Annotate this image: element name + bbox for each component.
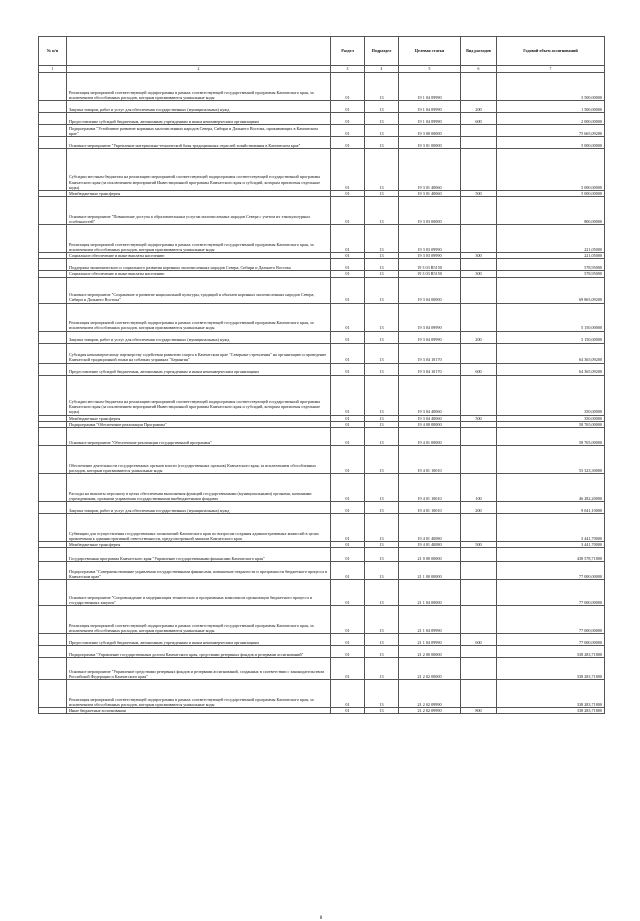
row-razdel-cell: 01: [331, 606, 365, 634]
row-number-cell: [39, 562, 67, 580]
row-amount-cell: 3 441,70000: [497, 514, 605, 542]
table-row: [39, 658, 605, 680]
row-name-cell: Межбюджетные трансферты: [67, 542, 331, 548]
row-razdel-cell: 01: [331, 428, 365, 446]
row-number-cell: [39, 658, 67, 680]
row-razdel-cell: 01: [331, 634, 365, 646]
row-razdel-cell: 01: [331, 113, 365, 125]
table-row: [39, 73, 605, 101]
row-amount-cell: 3 441,70000: [497, 542, 605, 548]
row-amount-cell: 2 000,00000: [497, 113, 605, 125]
row-name-cell: Основное мероприятие "Сохранение и развитие национальной культуры, традиций и обычаев коренных малочисленных народов Севера, Сибири и Дальнего Востока": [67, 277, 331, 303]
row-number-cell: [39, 680, 67, 708]
column-number: 6: [461, 66, 497, 73]
row-name-cell: Основное мероприятие "Повышение доступа к образовательным услугам малочисленных народов Севера с учетом их этнокультурных особенностей": [67, 197, 331, 225]
row-expense-type-cell: [461, 580, 497, 606]
row-name-cell: Социальное обеспечение и иные выплаты населению: [67, 253, 331, 259]
row-number-cell: [39, 343, 67, 363]
row-name-cell: Закупка товаров, работ и услуг для обеспечения государственных (муниципальных) нужд: [67, 101, 331, 113]
table-row: [39, 149, 605, 191]
row-razdel-cell: 01: [331, 277, 365, 303]
row-razdel-cell: 01: [331, 474, 365, 502]
table-row: [39, 113, 605, 125]
row-target-article-cell: 21 1 04 09990: [399, 634, 461, 646]
row-number-cell: [39, 197, 67, 225]
row-name-cell: Государственная программа Камчатского края "Управление государственными финансами Камчатского края": [67, 548, 331, 562]
table-row: [39, 514, 605, 542]
row-amount-cell: 1 500,00000: [497, 101, 605, 113]
row-amount-cell: 338 283,71800: [497, 680, 605, 708]
row-name-cell: Подпрограмма "Обеспечение реализации Программы": [67, 421, 331, 427]
column-number: 7: [497, 66, 605, 73]
row-expense-type-cell: [461, 562, 497, 580]
row-name-cell: Реализация мероприятий соответствующей подпрограммы в рамках соответствующей государственной программы Камчатского края, за исключением обособленных расходов, которым присваиваются уникальные коды: [67, 73, 331, 101]
row-podrazdel-cell: 13: [365, 277, 399, 303]
row-razdel-cell: 01: [331, 562, 365, 580]
row-target-article-cell: 21 2 00 00000: [399, 646, 461, 658]
row-expense-type-cell: [461, 277, 497, 303]
row-expense-type-cell: 500: [461, 542, 497, 548]
row-target-article-cell: 19 3 04 00000: [399, 277, 461, 303]
row-amount-cell: 77 000,00000: [497, 562, 605, 580]
row-target-article-cell: 19 4 01 10010: [399, 474, 461, 502]
row-podrazdel-cell: 13: [365, 259, 399, 271]
header-num: № п/п: [39, 37, 67, 66]
row-amount-cell: 578,95000: [497, 271, 605, 277]
row-razdel-cell: 01: [331, 253, 365, 259]
row-number-cell: [39, 277, 67, 303]
row-number-cell: [39, 375, 67, 415]
row-podrazdel-cell: 13: [365, 428, 399, 446]
table-row: [39, 606, 605, 634]
row-podrazdel-cell: 13: [365, 502, 399, 514]
row-target-article-cell: 21 2 02 00000: [399, 658, 461, 680]
row-name-cell: Субвенции для осуществления государственных полномочий Камчатского края по вопросам создания административных комиссий в целях привлечения к административной ответственности, предусмотренной законом Камчатского края: [67, 514, 331, 542]
row-amount-cell: 5 150,00000: [497, 303, 605, 331]
row-podrazdel-cell: 13: [365, 73, 399, 101]
row-amount-cell: 338 283,71800: [497, 708, 605, 714]
row-target-article-cell: 19 4 01 10010: [399, 446, 461, 474]
row-number-cell: [39, 113, 67, 125]
row-podrazdel-cell: 13: [365, 415, 399, 421]
row-expense-type-cell: [461, 225, 497, 253]
row-target-article-cell: 21 2 02 09990: [399, 708, 461, 714]
row-expense-type-cell: 300: [461, 253, 497, 259]
row-number-cell: [39, 708, 67, 714]
row-expense-type-cell: 500: [461, 191, 497, 197]
row-expense-type-cell: [461, 646, 497, 658]
row-expense-type-cell: [461, 259, 497, 271]
header-podrazdel: Подраздел: [365, 37, 399, 66]
row-podrazdel-cell: 13: [365, 562, 399, 580]
header-row: [39, 37, 605, 66]
table-row: [39, 303, 605, 331]
row-expense-type-cell: 200: [461, 331, 497, 343]
row-name-cell: Обеспечение деятельности государственных органов власти (государственных органов) Камчатского края, за исключением обособленных расходов, которым присваиваются уникальные коды: [67, 446, 331, 474]
row-expense-type-cell: [461, 375, 497, 415]
table-row: [39, 331, 605, 343]
row-podrazdel-cell: 13: [365, 125, 399, 137]
row-amount-cell: 77 000,00000: [497, 634, 605, 646]
column-number: 5: [399, 66, 461, 73]
table-row: [39, 708, 605, 714]
row-podrazdel-cell: 13: [365, 580, 399, 606]
row-amount-cell: 3 500,00000: [497, 73, 605, 101]
row-razdel-cell: 01: [331, 191, 365, 197]
row-name-cell: Межбюджетные трансферты: [67, 191, 331, 197]
row-name-cell: Субсидии местным бюджетам на реализацию мероприятий соответствующей подпрограммы соответствующей государственной программы Камчатского края (за исключением мероприятий Инвестиционной программы Камчатского края и субсидий, которым присвоены отдельные коды): [67, 149, 331, 191]
row-razdel-cell: 01: [331, 658, 365, 680]
row-number-cell: [39, 634, 67, 646]
row-podrazdel-cell: 13: [365, 149, 399, 191]
table-row: [39, 474, 605, 502]
table-row: [39, 548, 605, 562]
row-name-cell: Закупка товаров, работ и услуг для обеспечения государственных (муниципальных) нужд: [67, 331, 331, 343]
header-razdel: Раздел: [331, 37, 365, 66]
header-target-article: Целевая статья: [399, 37, 461, 66]
row-razdel-cell: 01: [331, 149, 365, 191]
row-amount-cell: 221,05000: [497, 253, 605, 259]
row-amount-cell: 578,95000: [497, 259, 605, 271]
row-number-cell: [39, 125, 67, 137]
row-amount-cell: 46 282,20000: [497, 474, 605, 502]
row-number-cell: [39, 225, 67, 253]
row-podrazdel-cell: 13: [365, 113, 399, 125]
row-amount-cell: 58 765,00000: [497, 421, 605, 427]
row-target-article-cell: 19 4 01 10010: [399, 502, 461, 514]
row-amount-cell: 350,00000: [497, 415, 605, 421]
row-target-article-cell: 19 4 00 00000: [399, 421, 461, 427]
row-name-cell: Реализация мероприятий соответствующей подпрограммы в рамках соответствующей государственной программы Камчатского края, за исключением обособленных расходов, которым присваиваются уникальные коды: [67, 606, 331, 634]
row-amount-cell: 5 000,00000: [497, 149, 605, 191]
table-row: [39, 502, 605, 514]
row-podrazdel-cell: 13: [365, 271, 399, 277]
row-name-cell: Подпрограмма "Совершенствование управления государственными финансами, повышение открытости и прозрачности бюджетного процесса в Камчатском крае": [67, 562, 331, 580]
row-amount-cell: 5 000,00000: [497, 191, 605, 197]
row-podrazdel-cell: 13: [365, 542, 399, 548]
row-podrazdel-cell: 13: [365, 375, 399, 415]
row-target-article-cell: 19 3 04 40060: [399, 415, 461, 421]
row-razdel-cell: 01: [331, 197, 365, 225]
row-expense-type-cell: [461, 303, 497, 331]
row-target-article-cell: 19 3 04 10170: [399, 363, 461, 375]
table-row: [39, 197, 605, 225]
row-podrazdel-cell: 13: [365, 101, 399, 113]
row-number-cell: [39, 646, 67, 658]
row-target-article-cell: 21 2 02 09990: [399, 680, 461, 708]
row-target-article-cell: 19 4 01 40080: [399, 514, 461, 542]
table-row: [39, 634, 605, 646]
row-amount-cell: 77 000,00000: [497, 606, 605, 634]
row-number-cell: [39, 514, 67, 542]
row-razdel-cell: 01: [331, 73, 365, 101]
row-podrazdel-cell: 13: [365, 343, 399, 363]
table-row: [39, 580, 605, 606]
row-name-cell: Предоставление субсидий бюджетным, автономным учреждениям и иным некоммерческим организациям: [67, 363, 331, 375]
budget-table-page: [38, 36, 604, 921]
row-name-cell: Расходы на выплаты персоналу в целях обеспечения выполнения функций государственными (муниципальными) органами, казенными учреждениями, органами управления государственными внебюджетными фондами: [67, 474, 331, 502]
row-target-article-cell: 19 1 04 09990: [399, 73, 461, 101]
row-target-article-cell: 19 3 04 09990: [399, 331, 461, 343]
row-amount-cell: 58 765,00000: [497, 428, 605, 446]
row-target-article-cell: 19 1 04 09990: [399, 101, 461, 113]
row-target-article-cell: 19 1 04 09990: [399, 113, 461, 125]
row-expense-type-cell: [461, 606, 497, 634]
row-amount-cell: 338 283,71800: [497, 646, 605, 658]
row-number-cell: [39, 259, 67, 271]
row-expense-type-cell: [461, 197, 497, 225]
table-row: [39, 277, 605, 303]
row-amount-cell: 350,00000: [497, 375, 605, 415]
row-expense-type-cell: 600: [461, 634, 497, 646]
row-razdel-cell: 01: [331, 331, 365, 343]
row-razdel-cell: 01: [331, 343, 365, 363]
row-podrazdel-cell: 13: [365, 363, 399, 375]
row-name-cell: Основное мероприятие "Управление средствами резервных фондов и резервами ассигнований, созданных в соответствии с законодательством Российской Федерации и Камчатского края": [67, 658, 331, 680]
header-annual-amount: Годовой объем ассигнований: [497, 37, 605, 66]
row-expense-type-cell: [461, 343, 497, 363]
row-amount-cell: 55 323,30000: [497, 446, 605, 474]
row-number-cell: [39, 363, 67, 375]
row-expense-type-cell: [461, 446, 497, 474]
row-name-cell: Субсидии местным бюджетам на реализацию мероприятий соответствующей подпрограммы соответствующей государственной программы Камчатского края (за исключением мероприятий Инвестиционной программы Камчатского края и субсидий, которым присвоены отдельные коды): [67, 375, 331, 415]
table-row: [39, 101, 605, 113]
row-target-article-cell: 19 3 01 00000: [399, 137, 461, 149]
row-expense-type-cell: 300: [461, 271, 497, 277]
row-amount-cell: 64 365,09200: [497, 343, 605, 363]
row-amount-cell: 77 000,00000: [497, 580, 605, 606]
row-razdel-cell: 01: [331, 548, 365, 562]
header-name: [67, 37, 331, 66]
row-target-article-cell: 19 3 01 40060: [399, 149, 461, 191]
table-row: [39, 137, 605, 149]
row-podrazdel-cell: 13: [365, 225, 399, 253]
row-target-article-cell: 19 3 03 R5150: [399, 271, 461, 277]
row-expense-type-cell: 200: [461, 101, 497, 113]
row-podrazdel-cell: 13: [365, 548, 399, 562]
table-row: [39, 446, 605, 474]
row-amount-cell: 5 000,00000: [497, 137, 605, 149]
column-number: 4: [365, 66, 399, 73]
row-amount-cell: 221,05000: [497, 225, 605, 253]
row-target-article-cell: 19 3 01 40060: [399, 191, 461, 197]
table-row: [39, 363, 605, 375]
row-amount-cell: 5 150,00000: [497, 331, 605, 343]
row-name-cell: Социальное обеспечение и иные выплаты населению: [67, 271, 331, 277]
row-podrazdel-cell: 13: [365, 708, 399, 714]
row-razdel-cell: 01: [331, 502, 365, 514]
table-row: [39, 259, 605, 271]
row-name-cell: Иные бюджетные ассигнования: [67, 708, 331, 714]
row-expense-type-cell: [461, 73, 497, 101]
row-number-cell: [39, 474, 67, 502]
row-number-cell: [39, 548, 67, 562]
row-target-article-cell: 19 3 03 09990: [399, 225, 461, 253]
row-podrazdel-cell: 13: [365, 197, 399, 225]
row-expense-type-cell: 200: [461, 502, 497, 514]
row-expense-type-cell: [461, 658, 497, 680]
row-target-article-cell: 21 1 04 00000: [399, 580, 461, 606]
row-expense-type-cell: 100: [461, 474, 497, 502]
row-expense-type-cell: [461, 428, 497, 446]
row-name-cell: Основное мероприятие "Укрепление материально-технической базы традиционных отраслей хозяйствования в Камчатском крае": [67, 137, 331, 149]
table-row: [39, 646, 605, 658]
row-expense-type-cell: 600: [461, 113, 497, 125]
row-target-article-cell: 21 1 00 00000: [399, 562, 461, 580]
row-expense-type-cell: [461, 125, 497, 137]
row-number-cell: [39, 331, 67, 343]
header-expense-type: Вид расходов: [461, 37, 497, 66]
row-expense-type-cell: [461, 680, 497, 708]
row-target-article-cell: 19 3 04 10170: [399, 343, 461, 363]
row-number-cell: [39, 428, 67, 446]
row-target-article-cell: 19 3 03 R5150: [399, 259, 461, 271]
row-podrazdel-cell: 13: [365, 253, 399, 259]
row-razdel-cell: 01: [331, 415, 365, 421]
row-target-article-cell: 19 4 01 00000: [399, 428, 461, 446]
row-name-cell: Подпрограмма "Устойчивое развитие коренных малочисленных народов Севера, Сибири и Дальнего Востока, проживающих в Камчатском крае": [67, 125, 331, 137]
row-name-cell: Основное мероприятие "Сопровождение и модернизация технических и программных комплексов организации бюджетного процесса и государственных закупок": [67, 580, 331, 606]
column-number: 1: [39, 66, 67, 73]
table-row: [39, 343, 605, 363]
row-number-cell: [39, 446, 67, 474]
row-podrazdel-cell: 13: [365, 446, 399, 474]
row-podrazdel-cell: 13: [365, 191, 399, 197]
row-razdel-cell: 01: [331, 137, 365, 149]
row-razdel-cell: 01: [331, 446, 365, 474]
row-number-cell: [39, 149, 67, 191]
row-target-article-cell: 19 3 04 09990: [399, 303, 461, 331]
row-name-cell: Предоставление субсидий бюджетным, автономным учреждениям и иным некоммерческим организациям: [67, 113, 331, 125]
row-razdel-cell: 01: [331, 514, 365, 542]
table-row: [39, 125, 605, 137]
row-amount-cell: 800,00000: [497, 197, 605, 225]
row-razdel-cell: 01: [331, 580, 365, 606]
row-razdel-cell: 01: [331, 680, 365, 708]
row-podrazdel-cell: 13: [365, 331, 399, 343]
row-razdel-cell: 01: [331, 375, 365, 415]
row-razdel-cell: 01: [331, 646, 365, 658]
row-expense-type-cell: [461, 149, 497, 191]
row-expense-type-cell: [461, 548, 497, 562]
row-name-cell: Закупка товаров, работ и услуг для обеспечения государственных (муниципальных) нужд: [67, 502, 331, 514]
row-name-cell: Реализация мероприятий соответствующей подпрограммы в рамках соответствующей государственной программы Камчатского края, за исключением обособленных расходов, которым присваиваются уникальные коды: [67, 680, 331, 708]
row-target-article-cell: 19 3 03 00000: [399, 197, 461, 225]
row-name-cell: Реализация мероприятий соответствующей подпрограммы в рамках соответствующей государственной программы Камчатского края, за исключением обособленных расходов, которым присваиваются уникальные коды: [67, 303, 331, 331]
row-razdel-cell: 01: [331, 271, 365, 277]
row-amount-cell: 338 283,71800: [497, 658, 605, 680]
row-target-article-cell: 19 4 01 40080: [399, 542, 461, 548]
row-amount-cell: 438 578,71800: [497, 548, 605, 562]
row-expense-type-cell: 600: [461, 363, 497, 375]
row-name-cell: Основное мероприятие "Обеспечение реализации государственной программы": [67, 428, 331, 446]
row-podrazdel-cell: 13: [365, 606, 399, 634]
row-podrazdel-cell: 13: [365, 634, 399, 646]
row-name-cell: Межбюджетные трансферты: [67, 415, 331, 421]
column-number-row: [39, 66, 605, 73]
row-podrazdel-cell: 13: [365, 303, 399, 331]
row-podrazdel-cell: 13: [365, 474, 399, 502]
row-number-cell: [39, 502, 67, 514]
row-razdel-cell: 01: [331, 225, 365, 253]
row-number-cell: [39, 303, 67, 331]
row-number-cell: [39, 101, 67, 113]
row-number-cell: [39, 73, 67, 101]
row-target-article-cell: 19 3 03 09990: [399, 253, 461, 259]
column-number: 2: [67, 66, 331, 73]
row-podrazdel-cell: 13: [365, 680, 399, 708]
row-expense-type-cell: [461, 514, 497, 542]
row-target-article-cell: 21 0 00 00000: [399, 548, 461, 562]
row-razdel-cell: 01: [331, 259, 365, 271]
row-number-cell: [39, 580, 67, 606]
row-number-cell: [39, 137, 67, 149]
row-target-article-cell: 19 3 00 00000: [399, 125, 461, 137]
row-target-article-cell: 19 3 04 40060: [399, 375, 461, 415]
row-razdel-cell: 01: [331, 421, 365, 427]
row-amount-cell: 69 865,09200: [497, 277, 605, 303]
row-expense-type-cell: [461, 137, 497, 149]
row-razdel-cell: 01: [331, 125, 365, 137]
column-number: 3: [331, 66, 365, 73]
row-target-article-cell: 21 1 04 09990: [399, 606, 461, 634]
table-body: [39, 73, 605, 714]
row-name-cell: Реализация мероприятий соответствующей подпрограммы в рамках соответствующей государственной программы Камчатского края, за исключением обособленных расходов, которым присваиваются уникальные коды: [67, 225, 331, 253]
row-podrazdel-cell: 13: [365, 137, 399, 149]
row-razdel-cell: 01: [331, 542, 365, 548]
table-row: [39, 428, 605, 446]
table-row: [39, 680, 605, 708]
row-expense-type-cell: 500: [461, 415, 497, 421]
table-row: [39, 562, 605, 580]
budget-table: [38, 36, 605, 714]
table-row: [39, 375, 605, 415]
row-podrazdel-cell: 13: [365, 646, 399, 658]
row-name-cell: Предоставление субсидий бюджетным, автономным учреждениям и иным некоммерческим организациям: [67, 634, 331, 646]
row-podrazdel-cell: 13: [365, 658, 399, 680]
row-amount-cell: 75 665,09200: [497, 125, 605, 137]
row-expense-type-cell: 800: [461, 708, 497, 714]
row-number-cell: [39, 606, 67, 634]
page-number: 8: [319, 916, 323, 921]
row-name-cell: Субсидия некоммерческому партнерству содействия развитию спорта в Камчатском крае "Северные стремления" на организацию и проведение Камчатской традиционной гонки на собачьих упряжках "Берингия": [67, 343, 331, 363]
row-razdel-cell: 01: [331, 303, 365, 331]
row-podrazdel-cell: 13: [365, 514, 399, 542]
row-name-cell: Поддержка экономического и социального развития коренных малочисленных народов Севера, Сибири и Дальнего Востока: [67, 259, 331, 271]
table-row: [39, 225, 605, 253]
row-razdel-cell: 01: [331, 101, 365, 113]
row-razdel-cell: 01: [331, 363, 365, 375]
row-amount-cell: 64 365,09200: [497, 363, 605, 375]
row-podrazdel-cell: 13: [365, 421, 399, 427]
row-amount-cell: 9 041,10000: [497, 502, 605, 514]
row-name-cell: Подпрограмма "Управление государственным долгом Камчатского края, средствами резервных фондов и резервами ассигнований": [67, 646, 331, 658]
row-razdel-cell: 01: [331, 708, 365, 714]
